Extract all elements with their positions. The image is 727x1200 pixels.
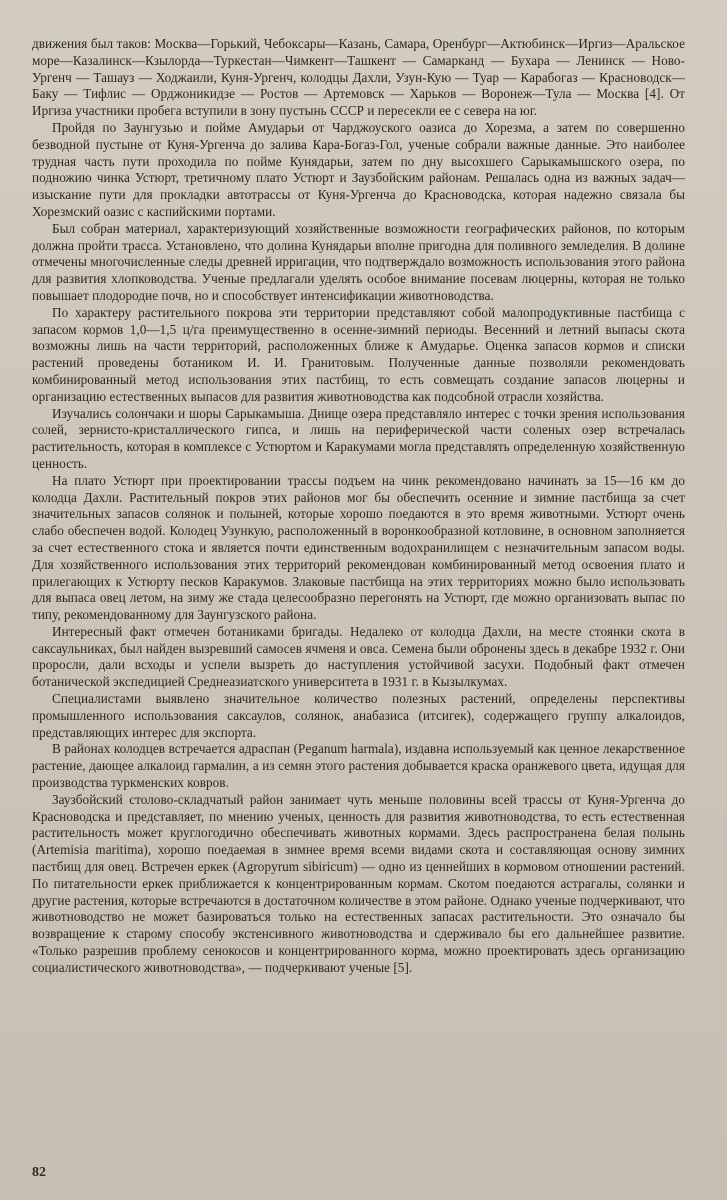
paragraph-useful-plants: Специалистами выявлено значительное количество полезных растений, определены перспективы промышленного использования саксаулов, солянок, анабазиса (итсигек), содержащего группу алкалоидов, представляющих интерес для экспорта.: [32, 691, 685, 740]
paragraph-kunyadarya-agriculture: Был собран материал, характеризующий хозяйственные возможности географических районов, по которым должна пройти трасса. Установлено, что долина Кунядарьи вполне пригодна для поливного земледелия. В долине отмечены многочисленные следы древней ирригации, что подтверждало возможность использования этого района для развития хлопководства. Ученые предлагали уделять особое внимание посевам люцерны, которая не только повышает плодородие почв, но и способствует интенсификации животноводства.: [32, 220, 685, 303]
paragraph-pasture-vegetation: По характеру растительного покрова эти территории представляют собой малопродуктивные пастбища с запасом кормов 1,0—1,5 ц/га преимущественно в осенне-зимний периоды. Весенний и летний выпасы скота возможны лишь на части территорий, расположенных ближе к Амударье. Оценка запасов кормов и списки растений проведены ботаником И. И. Гранитовым. Полученные данные позволяли рекомендовать комбинированный метод использования этих пастбищ, то есть совмещать создание запасов люцерны и организацию естественных выпасов для развития животноводства как подсобной отрасли хозяйства.: [32, 304, 685, 404]
page-number: 82: [32, 1165, 46, 1180]
paragraph-route-continuation: движения был таков: Москва—Горький, Чебоксары—Казань, Самара, Оренбург—Актюбинск—Иргиз—Аральское море—Казалинск—Кзылорда—Туркестан—Чимкент—Ташкент — Самарканд — Бухара — Ленинск — Ново-Ургенч — Ташауз — Ходжаили, Куня-Ургенч, колодцы Дахли, Узун-Кую — Туар — Карабогаз — Красноводск—Баку — Тифлис — Орджоникидзе — Ростов — Артемовск — Харьков — Воронеж—Тула — Москва [4]. От Иргиза участники пробега вступили в зону пустынь СССР и пересекли ее с севера на юг.: [32, 36, 685, 119]
paragraph-peganum-harmala: В районах колодцев встречается адраспан (Peganum harmala), издавна используемый как ценное лекарственное растение, дающее алкалоид гармалин, а из семян этого растения добывается краска оранжевого цвета, идущая для производства туркменских ковров.: [32, 741, 685, 791]
paragraph-zaunguzye-expedition: Пройдя по Заунгузью и пойме Амударьи от Чарджоуского оазиса до Хорезма, а затем по совершенно безводной пустыне от Куня-Ургенча до залива Кара-Богаз-Гол, ученые собрали важные данные. Это наиболее трудная часть пути проходила по пойме Кунядарьи, затем по дну высохшего Сарыкамышского озера, по подножию чинка Устюрт, третичному плато Устюрт и Заузбойским районам. Решалась одна из важных задач—изыскание пути для прокладки автотрассы от Куня-Ургенча до Красноводска, которая надежно связала бы Хорезмский оазис с каспийскими портами.: [32, 119, 685, 219]
paragraph-zauzboy-district: Заузбойский столово-складчатый район занимает чуть меньше половины всей трассы от Куня-Ургенча до Красноводска и представляет, по мнению ученых, ценность для развития животноводства, то есть естественная растительность может круглогодично обеспечивать животных кормами. Здесь распространена белая полынь (Artemisia maritima), хорошо поедаемая в зимнее время всеми видами скота и составляющая основу зимних пастбищ для овец. Встречен еркек (Agropyrum sibiricum) — одно из ценнейших в кормовом отношении растений. По питательности еркек приближается к концентрированным кормам. Скотом поедаются астрагалы, солянки и другие растения, которые встречаются в достаточном количестве в этом районе. Однако ученые подчеркивают, что животноводство не может базироваться только на естественных запасах растительности. Это означало бы возвращение к старому способу экстенсивного животноводства и сдерживало бы его дальнейшее развитие. «Только разрешив проблему сенокосов и концентрированного корма, можно проектировать здесь организацию социалистического животноводства», — подчеркивают ученые [5].: [32, 791, 685, 975]
paragraph-sarykamysh-solonchaks: Изучались солончаки и шоры Сарыкамыша. Днище озера представляло интерес с точки зрения использования солей, зернисто-кристаллического гипса, и лишь на периферической части соленых озер встречалась растительность, которая в комплексе с Устюртом и Каракумами могла представлять определенную хозяйственную ценность.: [32, 405, 685, 471]
paragraph-barley-oats-finding: Интересный факт отмечен ботаниками бригады. Недалеко от колодца Дахли, на месте стоянки скота в саксаульниках, был найден вызревший самосев ячменя и овса. Семена были обронены здесь в декабре 1932 г. Они проросли, дали всходы и успели вызреть до наступления устойчивой засухи. Подобный факт отмечен ботанической экспедицией Среднеазиатского университета в 1931 г. в Кызылкумах.: [32, 623, 685, 690]
paragraph-ustyurt-plateau: На плато Устюрт при проектировании трассы подъем на чинк рекомендовано начинать за 15—16 км до колодца Дахли. Растительный покров этих районов мог бы обеспечить осенние и зимние пастбища за счет значительных запасов солянок и полыней, которые хорошо поедаются в это время животными. Устюрт очень слабо обеспечен водой. Колодец Узункую, расположенный в воронкообразной котловине, в основном заполняется за счет естественного стока и является почти единственным водохранилищем с незначительным запасом воды. Для хозяйственного использования этих территорий рекомендован комбинированный метод освоения плато и прилегающих к Устюрту песков Каракумов. Злаковые пастбища на этих территориях можно было использовать для выпаса овец летом, на зиму же стада целесообразно перегонять на Устюрт, где можно организовать выпас по типу, рекомендованному для Заунгузского района.: [32, 472, 685, 623]
